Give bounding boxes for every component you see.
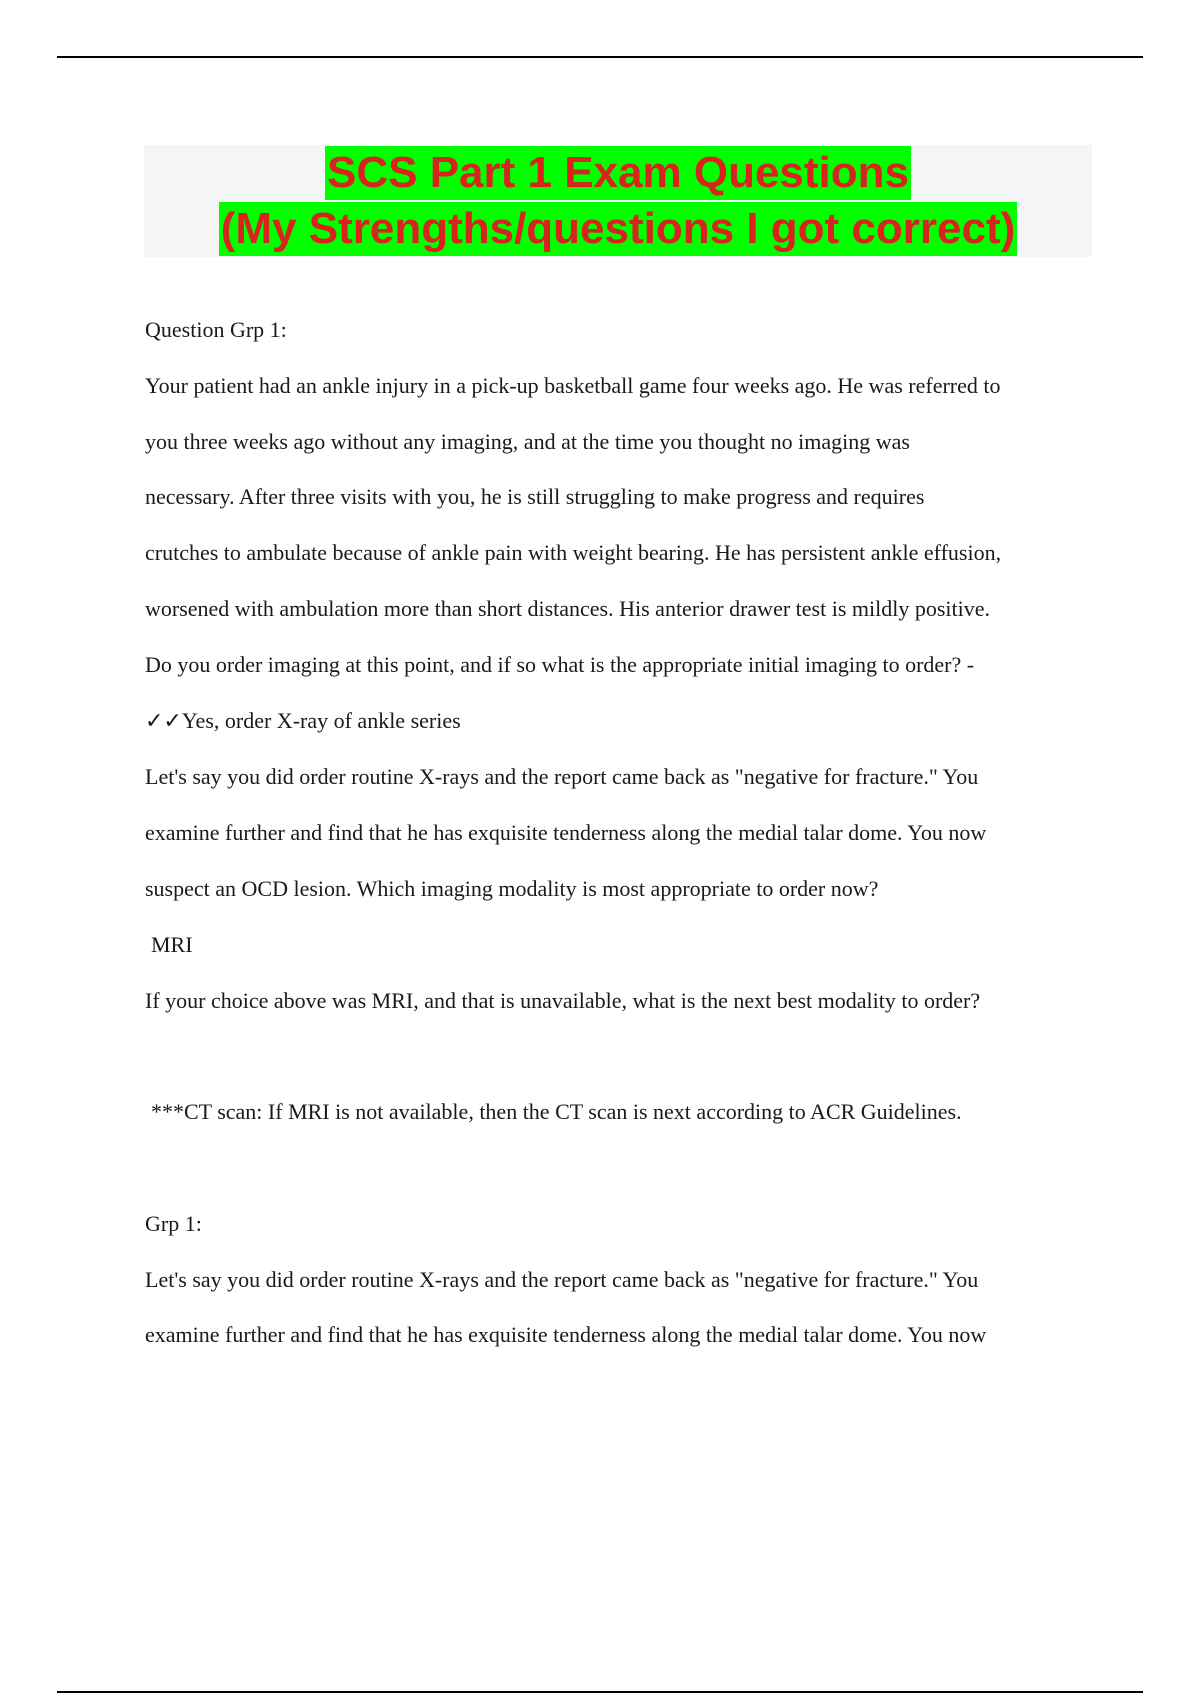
question-line: Let's say you did order routine X-rays and the report came back as "negative for fracture." You [145,764,979,790]
document-body [145,302,1100,1363]
question-line: If your choice above was MRI, and that is unavailable, what is the next best modality to order? [145,987,981,1013]
spacer [145,1140,1100,1196]
question-line: Do you order imaging at this point, and if so what is the appropriate initial imaging to order? - [145,651,975,677]
question-line: Let's say you did order routine X-rays and the report came back as "negative for fracture." You [145,1266,979,1292]
section-heading: Question Grp 1: [145,317,287,342]
question-line: crutches to ambulate because of ankle pain with weight bearing. He has persistent ankle effusion, [145,540,1002,566]
question-line: necessary. After three visits with you, he is still struggling to make progress and requires [145,484,925,510]
answer-line [145,693,1100,750]
checkmark-icon: ✓✓ [145,708,182,734]
question-line: Your patient had an ankle injury in a pick-up basketball game four weeks ago. He was referred to [145,372,1001,398]
question-line: examine further and find that he has exquisite tenderness along the medial talar dome. You now [145,820,987,846]
question-2 [145,749,1100,972]
question-line: examine further and find that he has exquisite tenderness along the medial talar dome. You now [145,1322,987,1348]
question-line: worsened with ambulation more than short distances. His anterior drawer test is mildly positive. [145,595,990,621]
answer-text: ***CT scan: If MRI is not available, then the CT scan is next according to ACR Guidelines. [151,1099,962,1125]
answer-text: Yes, order X-ray of ankle series [181,707,461,733]
question-1 [145,358,1100,750]
top-rule [57,56,1143,58]
title-block [144,145,1092,257]
page-title-line-2: (My Strengths/questions I got correct) [219,202,1018,256]
question-4 [145,1252,1100,1364]
spacer [145,1028,1100,1084]
question-line: you three weeks ago without any imaging, and at the time you thought no imaging was [145,428,910,454]
question-3 [145,973,1100,1196]
section-heading: Grp 1: [145,1210,202,1236]
page-title-line-1: SCS Part 1 Exam Questions [325,146,911,200]
answer-text: MRI [151,931,193,957]
bottom-rule [57,1691,1143,1693]
question-line: suspect an OCD lesion. Which imaging modality is most appropriate to order now? [145,875,879,901]
